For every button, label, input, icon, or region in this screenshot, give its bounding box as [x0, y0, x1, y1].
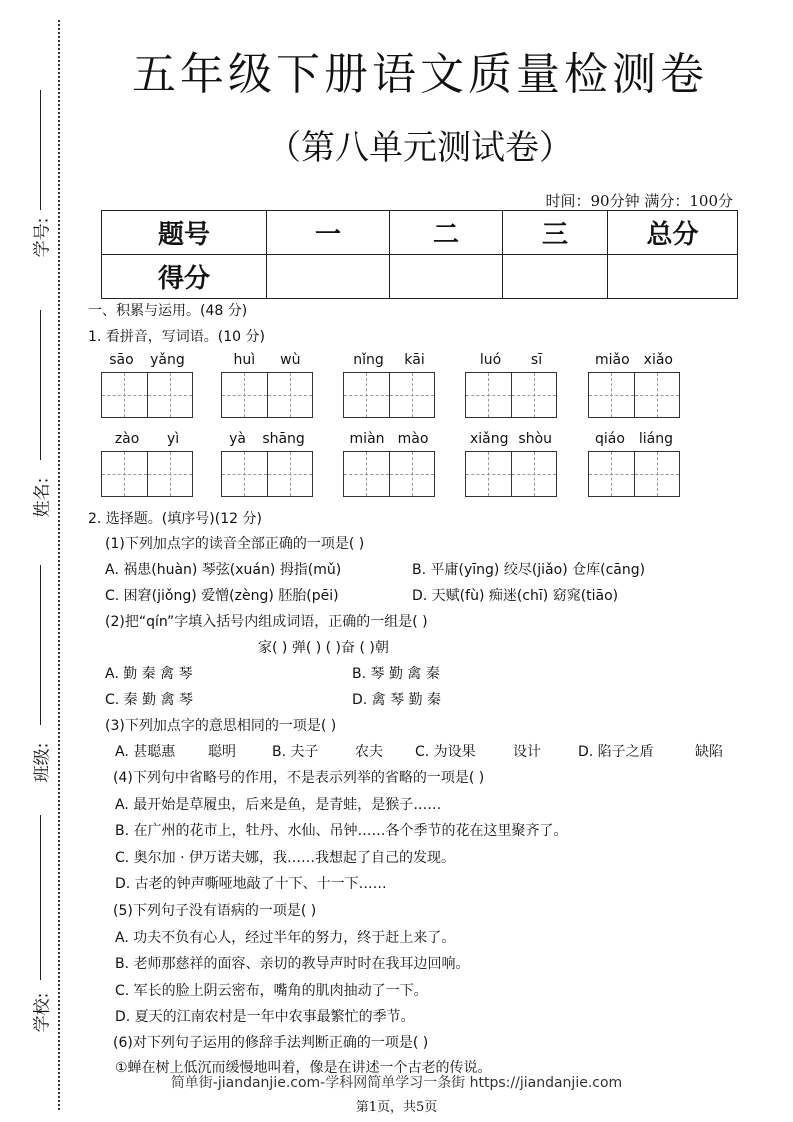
sub-question: (3)下列加点字的意思相同的一项是( ) [105, 718, 337, 734]
option[interactable]: B. 琴 勤 禽 秦 [352, 666, 440, 682]
pinyin-word-item [465, 352, 557, 418]
pinyin-syllable: sī [530, 352, 543, 368]
pinyin-syllable: shòu [518, 431, 553, 447]
pinyin-label [221, 431, 313, 451]
writing-cell[interactable] [635, 373, 680, 417]
pinyin-syllable: shāng [262, 431, 305, 447]
pinyin-syllable: liáng [638, 431, 673, 447]
option[interactable]: B. 平庸(yīng) 绞尽(jiǎo) 仓库(cāng) [412, 562, 646, 578]
student-id-line [40, 90, 41, 210]
writing-grid[interactable] [588, 372, 680, 418]
option-word: 设计 [513, 744, 541, 760]
writing-cell[interactable] [148, 373, 193, 417]
pinyin-syllable: xiǎng [469, 431, 509, 447]
option[interactable]: B. 在广州的花市上，牡丹、水仙、吊钟……各个季节的花在这里聚齐了。 [115, 823, 568, 839]
pinyin-syllable: kāi [404, 352, 425, 368]
score-table [101, 210, 738, 299]
writing-cell[interactable] [635, 452, 680, 496]
pinyin-syllable: nǐng [353, 352, 384, 368]
score-label-cell: 得分 [102, 255, 267, 299]
pinyin-label [343, 352, 435, 372]
pinyin-word-item [588, 352, 680, 418]
sub-question: (1)下列加点字的读音全部正确的一项是( ) [105, 536, 365, 552]
option[interactable]: D. 陷子之盾 [578, 744, 654, 760]
option[interactable]: D. 天赋(fù) 痴迷(chī) 窈窕(tiāo) [412, 588, 619, 604]
pinyin-word-item [101, 431, 193, 497]
option[interactable]: D. 古老的钟声嘶哑地敲了十下、十一下…… [115, 876, 387, 892]
pinyin-syllable: miàn [349, 431, 385, 447]
writing-cell[interactable] [148, 452, 193, 496]
class-field[interactable] [14, 565, 53, 795]
pinyin-label [101, 352, 193, 372]
sentence: ①蝉在树上低沉而缓慢地叫着，像是在讲述一个古老的传说。 [115, 1060, 492, 1076]
pinyin-word-item [343, 431, 435, 497]
writing-grid[interactable] [101, 372, 193, 418]
score-header-cell: 题号 [102, 211, 267, 255]
score-input-cell[interactable] [267, 255, 390, 299]
pinyin-syllable: wù [280, 352, 301, 368]
writing-cell[interactable] [102, 373, 148, 417]
pinyin-syllable: qiáo [594, 431, 625, 447]
option-word: 农夫 [355, 744, 383, 760]
page-number: 第1页，共5页 [355, 1100, 438, 1115]
option[interactable]: A. 勤 秦 禽 琴 [105, 666, 193, 682]
writing-grid[interactable] [221, 451, 313, 497]
score-input-cell[interactable] [608, 255, 738, 299]
score-input-cell[interactable] [503, 255, 608, 299]
pinyin-syllable: huì [233, 352, 256, 368]
score-header-cell: 三 [503, 211, 608, 255]
pinyin-word-item [101, 352, 193, 418]
score-header-row [102, 211, 738, 255]
writing-cell[interactable] [268, 373, 313, 417]
option[interactable]: B. 老师那慈祥的面容、亲切的教导声时时在我耳边回响。 [115, 956, 470, 972]
option[interactable]: C. 秦 勤 禽 琴 [105, 692, 194, 708]
option[interactable]: A. 最开始是草履虫，后来是鱼，是青蛙，是猴子…… [115, 797, 442, 813]
option[interactable]: C. 为设果 [415, 744, 476, 760]
pinyin-syllable: luó [479, 352, 502, 368]
writing-cell[interactable] [512, 452, 557, 496]
pinyin-syllable: sāo [109, 352, 134, 368]
score-header-cell: 二 [390, 211, 503, 255]
student-id-label: 学号: [32, 217, 53, 258]
name-field[interactable] [14, 310, 53, 530]
pinyin-syllable: yì [166, 431, 180, 447]
sub-question: (5)下列句子没有语病的一项是( ) [113, 903, 317, 919]
pinyin-label [588, 352, 680, 372]
pinyin-syllable: xiǎo [643, 352, 673, 368]
option-word: 缺陷 [695, 744, 723, 760]
class-label: 班级: [32, 742, 53, 783]
writing-cell[interactable] [344, 373, 390, 417]
pinyin-label [465, 352, 557, 372]
pinyin-label [221, 352, 313, 372]
sub-question: (2)把“qín”字填入括号内组成词语，正确的一组是( ) [105, 614, 428, 630]
pinyin-label [465, 431, 557, 451]
writing-cell[interactable] [390, 373, 435, 417]
sub-question: (4)下列句中省略号的作用，不是表示列举的省略的一项是( ) [113, 770, 485, 786]
exam-title: 五年级下册语文质量检测卷 [132, 49, 708, 100]
pinyin-word-item [221, 431, 313, 497]
option[interactable]: D. 夏天的江南农村是一年中农事最繁忙的季节。 [115, 1009, 415, 1025]
watermark: 简单街-jiandanjie.com-学科网简单学习一条街 https://jiandanjie.com [170, 1075, 623, 1091]
option[interactable]: D. 禽 琴 勤 秦 [352, 692, 442, 708]
score-input-cell[interactable] [390, 255, 503, 299]
time-score-info: 时间：90分钟 满分：100分 [545, 192, 733, 210]
pinyin-word-item [588, 431, 680, 497]
pinyin-label [588, 431, 680, 451]
writing-cell[interactable] [390, 452, 435, 496]
school-label: 学校: [32, 992, 53, 1033]
writing-grid[interactable] [465, 372, 557, 418]
writing-cell[interactable] [466, 373, 512, 417]
score-header-cell: 一 [267, 211, 390, 255]
cut-line [58, 20, 60, 1110]
name-label: 姓名: [32, 477, 53, 518]
question-2-title: 2. 选择题。(填序号)(12 分) [88, 511, 262, 527]
pinyin-word-item [465, 431, 557, 497]
writing-cell[interactable] [222, 373, 268, 417]
option[interactable]: C. 困窘(jiǒng) 爱憎(zèng) 胚胎(pēi) [105, 588, 339, 604]
fill-words: 家( ) 弹( ) ( )奋 ( )朝 [258, 640, 389, 656]
school-field[interactable] [14, 815, 53, 1045]
writing-cell[interactable] [512, 373, 557, 417]
sub-question: (6)对下列句子运用的修辞手法判断正确的一项是( ) [113, 1035, 429, 1051]
writing-grid[interactable] [221, 372, 313, 418]
option[interactable]: C. 军长的脸上阴云密布，嘴角的肌肉抽动了一下。 [115, 983, 428, 999]
writing-cell[interactable] [589, 373, 635, 417]
section-heading: 一、积累与运用。(48 分) [88, 303, 248, 319]
writing-cell[interactable] [344, 452, 390, 496]
class-line [40, 565, 41, 725]
writing-grid[interactable] [588, 451, 680, 497]
pinyin-word-item [221, 352, 313, 418]
option[interactable]: B. 夫子 [272, 744, 319, 760]
option-word: 聪明 [208, 744, 236, 760]
writing-grid[interactable] [343, 372, 435, 418]
writing-cell[interactable] [589, 452, 635, 496]
pinyin-word-item [343, 352, 435, 418]
writing-cell[interactable] [268, 452, 313, 496]
pinyin-label [101, 431, 193, 451]
student-id-field[interactable] [14, 90, 53, 280]
pinyin-syllable: yà [229, 431, 247, 447]
binding-margin [0, 0, 60, 1122]
option[interactable]: A. 甚聪惠 [115, 744, 176, 760]
writing-cell[interactable] [466, 452, 512, 496]
option[interactable]: A. 祸患(huàn) 琴弦(xuán) 拇指(mǔ) [105, 562, 342, 578]
question-1-title: 1. 看拼音，写词语。(10 分) [88, 329, 265, 345]
pinyin-label [343, 431, 435, 451]
school-line [40, 815, 41, 980]
writing-grid[interactable] [343, 451, 435, 497]
pinyin-syllable: zào [114, 431, 140, 447]
writing-grid[interactable] [465, 451, 557, 497]
pinyin-syllable: yǎng [150, 352, 185, 368]
name-line [40, 310, 41, 460]
writing-cell[interactable] [102, 452, 148, 496]
writing-cell[interactable] [222, 452, 268, 496]
score-header-cell: 总分 [608, 211, 738, 255]
writing-grid[interactable] [101, 451, 193, 497]
pinyin-syllable: miǎo [595, 352, 630, 368]
pinyin-syllable: mào [397, 431, 429, 447]
score-value-row [102, 255, 738, 299]
exam-subtitle: （第八单元测试卷） [267, 128, 573, 168]
option[interactable]: C. 奥尔加 · 伊万诺夫娜，我……我想起了自己的发现。 [115, 850, 456, 866]
option[interactable]: A. 功夫不负有心人，经过半年的努力，终于赶上来了。 [115, 930, 456, 946]
